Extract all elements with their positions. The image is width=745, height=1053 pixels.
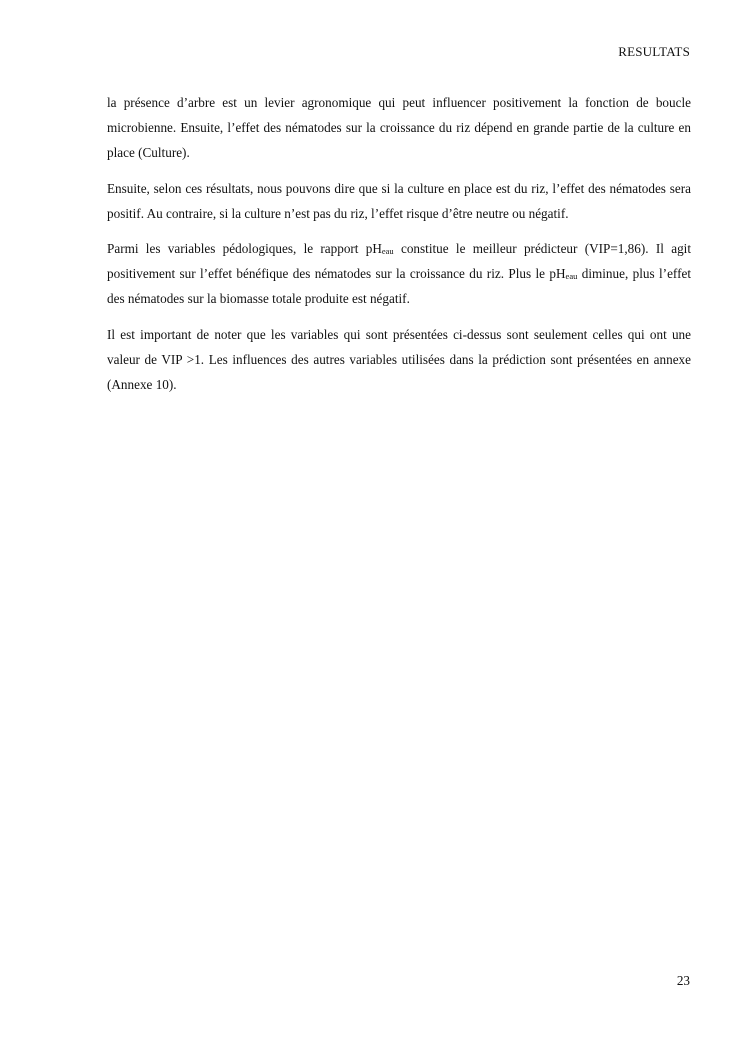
ph-subscript: eau (381, 246, 394, 257)
paragraph-4: Il est important de noter que les variables qui sont présentées ci-dessus sont seulement celles qui ont une valeur de VIP >1. Les influences des autres variables utilisées dans la prédiction sont présentées en annexe (Annexe 10). (107, 326, 691, 393)
running-header: RESULTATS (618, 44, 690, 59)
paragraph-3-text-3: diminue, plus l’effet des nématodes sur la biomasse totale produite est négatif. (107, 266, 691, 307)
paragraph-2: Ensuite, selon ces résultats, nous pouvons dire que si la culture en place est du riz, l’effet des nématodes sera positif. Au contraire, si la culture n’est pas du riz, l’effet risque d’être neutre ou négatif. (107, 180, 691, 221)
paragraph-3-text-2: constitue le meilleur prédicteur (VIP=1,86). Il agit positivement sur l’effet bénéfique des nématodes sur la croissance du riz. Plus le pH (107, 241, 691, 282)
paragraph-3 (107, 236, 691, 312)
paragraph-3-text-1: Parmi les variables pédologiques, le rapport pH (107, 241, 382, 257)
paragraph-1: la présence d’arbre est un levier agronomique qui peut influencer positivement la fonction de boucle microbienne. Ensuite, l’effet des nématodes sur la croissance du riz dépend en grande partie de la culture en place (Culture). (107, 95, 691, 161)
page-number: 23 (676, 973, 690, 988)
ph-subscript: eau (565, 271, 578, 282)
body-text (107, 90, 691, 407)
